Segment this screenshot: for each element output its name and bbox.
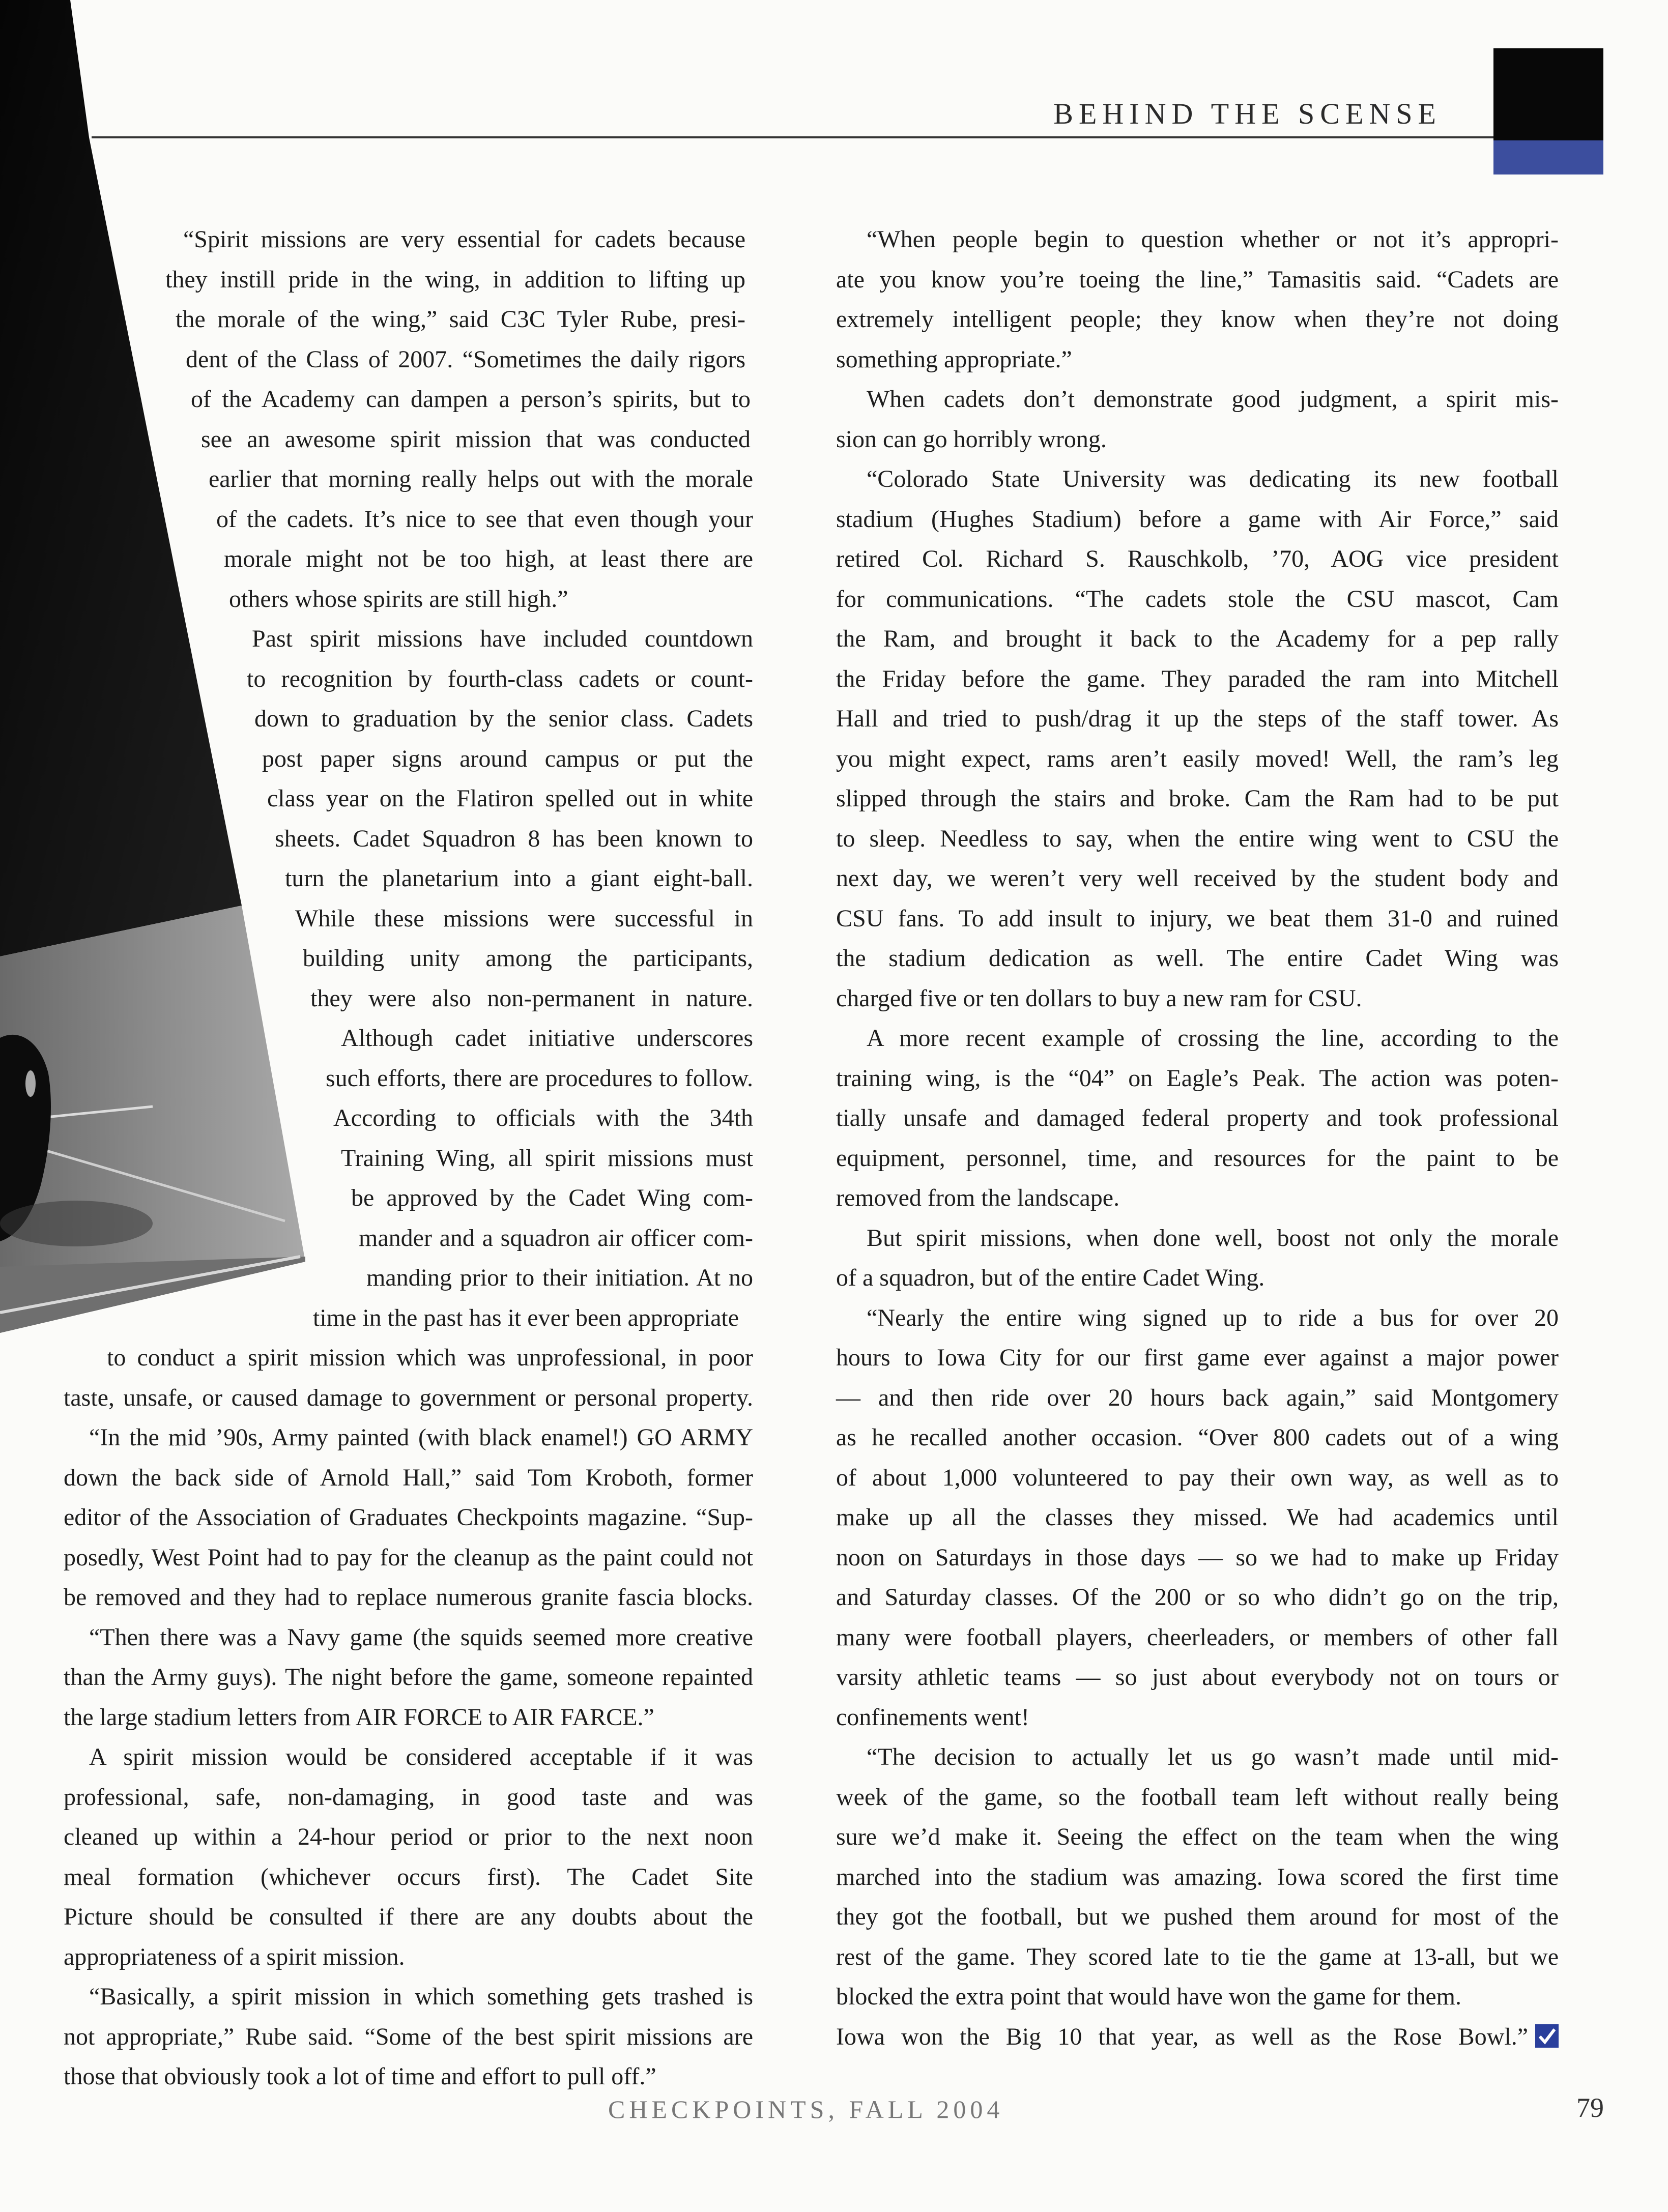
text-line: While these missions were successful in <box>295 905 753 932</box>
text-line: When cadets don’t demonstrate good judgment, a spirit mis- <box>867 386 1559 413</box>
text-line: taste, unsafe, or caused damage to government or personal property. <box>64 1384 753 1411</box>
text-line: stadium (Hughes Stadium) before a game with Air Force,” said <box>836 505 1559 533</box>
text-line: many were football players, cheerleaders, or members of other fall <box>836 1623 1559 1651</box>
corner-blue-strip <box>1493 140 1603 174</box>
text-line: equipment, personnel, time, and resources for the paint to be <box>836 1144 1559 1172</box>
text-line: marched into the stadium was amazing. Iowa scored the first time <box>836 1863 1559 1890</box>
text-line: sheets. Cadet Squadron 8 has been known to <box>275 825 753 852</box>
text-line: professional, safe, non-damaging, in good taste and was <box>64 1783 753 1811</box>
text-line: to conduct a spirit mission which was unprofessional, in poor <box>107 1344 753 1371</box>
text-line: than the Army guys). The night before the game, someone repainted <box>64 1664 753 1691</box>
left-article-column <box>0 220 773 2097</box>
text-line: A more recent example of crossing the line, according to the <box>867 1025 1559 1052</box>
text-line: Iowa won the Big 10 that year, as well as the Rose Bowl.” <box>836 2017 1559 2057</box>
text-line: for communications. “The cadets stole the CSU mascot, Cam <box>836 585 1559 613</box>
right-article-column <box>836 220 1559 2057</box>
text-line: But spirit missions, when done well, boost not only the morale <box>867 1224 1559 1251</box>
text-line: rest of the game. They scored late to tie the game at 13-all, but we <box>836 1943 1559 1970</box>
text-line: hours to Iowa City for our first game ever against a major power <box>836 1344 1559 1371</box>
text-line: of the cadets. It’s nice to see that even though your <box>216 505 753 533</box>
text-line: of the Academy can dampen a person’s spirits, but to <box>191 386 751 413</box>
text-line: “Spirit missions are very essential for cadets because <box>183 226 745 253</box>
text-line: time in the past has it ever been appropriate <box>313 1304 739 1331</box>
text-line: post paper signs around campus or put the <box>262 745 753 772</box>
text-line: “Colorado State University was dedicating its new football <box>867 465 1559 492</box>
text-line: of a squadron, but of the entire Cadet Wing. <box>836 1264 1265 1291</box>
text-line: see an awesome spirit mission that was conducted <box>201 425 751 453</box>
text-line: mander and a squadron air officer com- <box>359 1224 753 1251</box>
text-line: removed from the landscape. <box>836 1184 1120 1211</box>
text-line: “Then there was a Navy game (the squids seemed more creative <box>89 1623 753 1651</box>
page-number: 79 <box>1576 2092 1604 2123</box>
publication-footer: CHECKPOINTS, FALL 2004 <box>608 2095 1004 2123</box>
text-line: the stadium dedication as well. The entire Cadet Wing was <box>836 945 1559 972</box>
text-line: “Nearly the entire wing signed up to ride a bus for over 20 <box>867 1304 1559 1331</box>
text-line: training wing, is the “04” on Eagle’s Peak. The action was poten- <box>836 1064 1559 1092</box>
text-line: and Saturday classes. Of the 200 or so who didn’t go on the trip, <box>836 1584 1559 1611</box>
text-line: charged five or ten dollars to buy a new ram for CSU. <box>836 984 1362 1012</box>
text-line: cleaned up within a 24-hour period or prior to the next noon <box>64 1823 753 1850</box>
text-line: Past spirit missions have included countdown <box>252 625 753 652</box>
text-line: Training Wing, all spirit missions must <box>341 1144 753 1172</box>
text-line: the Friday before the game. They paraded the ram into Mitchell <box>836 665 1559 692</box>
text-line: ate you know you’re toeing the line,” Tamasitis said. “Cadets are <box>836 266 1559 293</box>
text-line: varsity athletic teams — so just about everybody not on tours or <box>836 1664 1559 1691</box>
text-line: they got the football, but we pushed them around for most of the <box>836 1903 1559 1930</box>
text-line: as he recalled another occasion. “Over 800 cadets out of a wing <box>836 1424 1559 1451</box>
text-line: “The decision to actually let us go wasn’t made until mid- <box>867 1743 1559 1770</box>
text-line: such efforts, there are procedures to follow. <box>326 1064 753 1092</box>
text-line: you might expect, rams aren’t easily moved! Well, the ram’s leg <box>836 745 1559 772</box>
text-line: Although cadet initiative underscores <box>341 1025 753 1052</box>
text-line: something appropriate.” <box>836 345 1072 373</box>
text-line: those that obviously took a lot of time and effort to pull off.” <box>64 2063 656 2090</box>
header-rule <box>92 136 1501 138</box>
text-line: manding prior to their initiation. At no <box>366 1264 753 1291</box>
text-line: sion can go horribly wrong. <box>836 425 1107 453</box>
text-line: noon on Saturdays in those days — so we had to make up Friday <box>836 1544 1559 1571</box>
text-line: to sleep. Needless to say, when the entire wing went to CSU the <box>836 825 1559 852</box>
end-mark-check-icon <box>1535 2024 1559 2048</box>
text-line: the large stadium letters from AIR FORCE to AIR FARCE.” <box>64 1703 654 1731</box>
text-line: editor of the Association of Graduates Checkpoints magazine. “Sup- <box>64 1504 753 1531</box>
text-line: “When people begin to question whether or not it’s appropri- <box>867 226 1559 253</box>
text-line: confinements went! <box>836 1703 1029 1731</box>
text-line: blocked the extra point that would have won the game for them. <box>836 1983 1461 2010</box>
text-line: the Ram, and brought it back to the Academy for a pep rally <box>836 625 1559 652</box>
text-line: tially unsafe and damaged federal property and took professional <box>836 1104 1559 1131</box>
section-title: BEHIND THE SCENSE <box>1053 97 1442 130</box>
text-line: they instill pride in the wing, in addition to lifting up <box>165 266 745 293</box>
text-line: of about 1,000 volunteered to pay their own way, as well as to <box>836 1464 1559 1491</box>
text-line: turn the planetarium into a giant eight-ball. <box>285 865 753 892</box>
text-line: class year on the Flatiron spelled out in white <box>267 785 753 812</box>
text-line: down the back side of Arnold Hall,” said Tom Kroboth, former <box>64 1464 753 1491</box>
text-line: Hall and tried to push/drag it up the steps of the staff tower. As <box>836 705 1559 732</box>
text-line: down to graduation by the senior class. Cadets <box>254 705 753 732</box>
text-line: posedly, West Point had to pay for the cleanup as the paint could not <box>64 1544 753 1571</box>
text-line: extremely intelligent people; they know when they’re not doing <box>836 306 1559 333</box>
text-line: — and then ride over 20 hours back again,” said Montgomery <box>836 1384 1559 1411</box>
text-line: the morale of the wing,” said C3C Tyler Rube, presi- <box>176 306 745 333</box>
text-line: slipped through the stairs and broke. Cam the Ram had to be put <box>836 785 1559 812</box>
text-line: make up all the classes they missed. We had academics until <box>836 1504 1559 1531</box>
text-line: be removed and they had to replace numerous granite fascia blocks. <box>64 1584 753 1611</box>
text-line: According to officials with the 34th <box>333 1104 753 1131</box>
text-line: Picture should be consulted if there are any doubts about the <box>64 1903 753 1930</box>
text-line: A spirit mission would be considered acceptable if it was <box>89 1743 753 1770</box>
text-line: “Basically, a spirit mission in which something gets trashed is <box>89 1983 753 2010</box>
text-line: sure we’d make it. Seeing the effect on the team when the wing <box>836 1823 1559 1850</box>
text-line: others whose spirits are still high.” <box>229 585 568 613</box>
text-line: “In the mid ’90s, Army painted (with black enamel!) GO ARMY <box>89 1424 753 1451</box>
text-line: earlier that morning really helps out with the morale <box>209 465 753 492</box>
text-line: be approved by the Cadet Wing com- <box>351 1184 753 1211</box>
text-line: dent of the Class of 2007. “Sometimes the daily rigors <box>186 345 745 373</box>
text-line: not appropriate,” Rube said. “Some of the best spirit missions are <box>64 2023 753 2050</box>
text-line: next day, we weren’t very well received by the student body and <box>836 865 1559 892</box>
text-line: to recognition by fourth-class cadets or count- <box>247 665 753 692</box>
text-line: building unity among the participants, <box>303 945 753 972</box>
text-line: appropriateness of a spirit mission. <box>64 1943 405 1970</box>
text-line: meal formation (whichever occurs first). The Cadet Site <box>64 1863 753 1890</box>
text-line: they were also non-permanent in nature. <box>310 984 753 1012</box>
text-line: week of the game, so the football team left without really being <box>836 1783 1559 1811</box>
text-line: morale might not be too high, at least there are <box>224 545 753 572</box>
text-line: CSU fans. To add insult to injury, we beat them 31-0 and ruined <box>836 905 1559 932</box>
text-line: retired Col. Richard S. Rauschkolb, ’70, AOG vice president <box>836 545 1559 572</box>
